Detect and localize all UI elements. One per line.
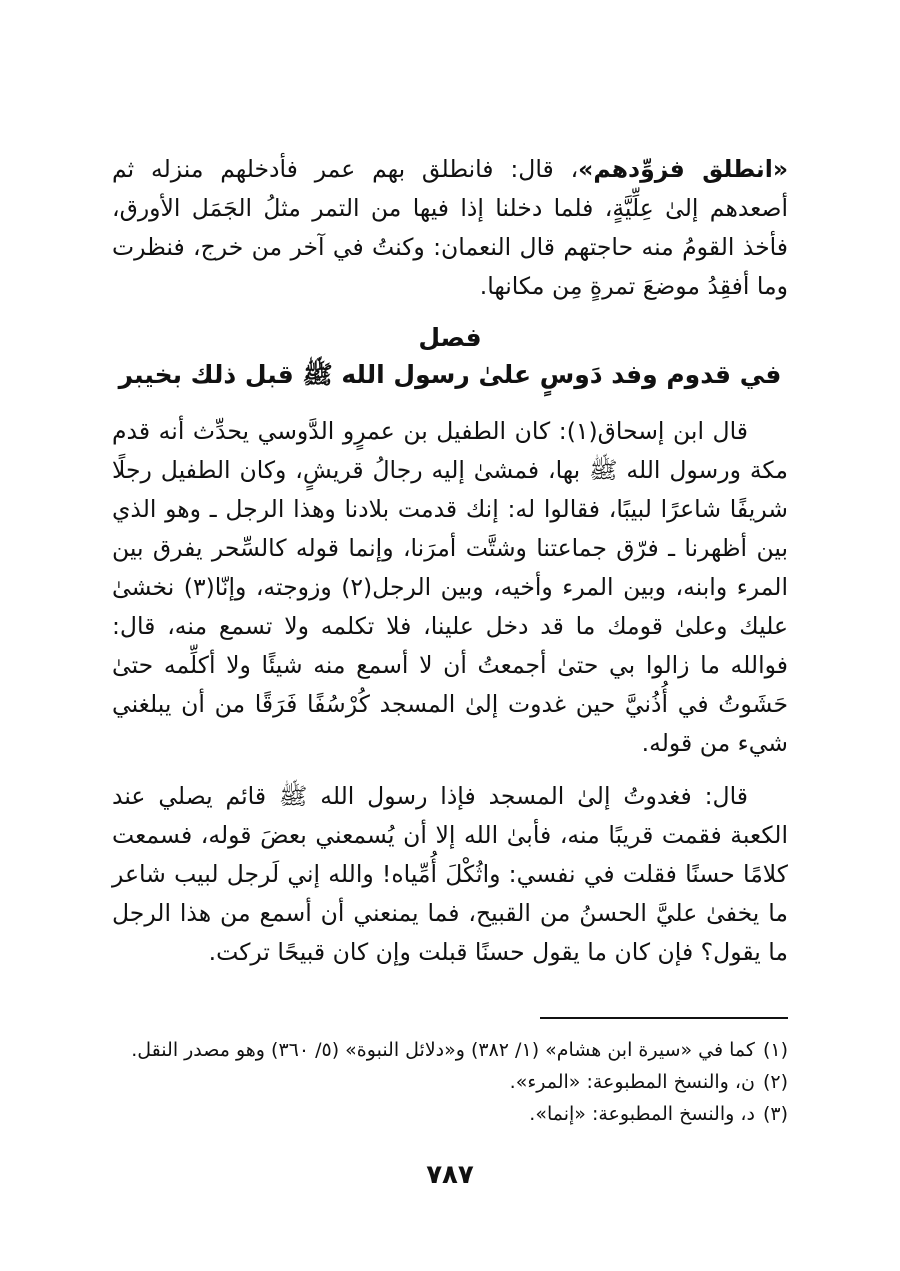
footnote-number: (٣)	[762, 1103, 788, 1125]
paragraph-1-text: ، قال: فانطلق بهم عمر فأدخلهم منزله ثم أصعدهم إلىٰ عِلِّيَّةٍ، فلما دخلنا إذا فيها من التمر مثلُ الجَمَل الأورق، فأخذ القومُ منه حاجتهم قال النعمان: وكنتُ في آخر من خرج، فنظرت وما أفقِدُ موضعَ تمرةٍ مِن مكانها.	[112, 155, 788, 300]
footnote-divider	[540, 1017, 788, 1019]
page-number: ٧٨٧	[426, 1160, 474, 1190]
section-title: فصل	[418, 323, 482, 352]
page-body	[112, 150, 788, 986]
paragraph-2	[112, 412, 788, 763]
footnote-text: كما في «سيرة ابن هشام» (١/ ٣٨٢) و«دلائل النبوة» (٥/ ٣٦٠) وهو مصدر النقل.	[131, 1039, 755, 1061]
footnote-text: ن، والنسخ المطبوعة: «المرء».	[509, 1071, 755, 1093]
paragraph-3	[112, 777, 788, 972]
footnote-text: د، والنسخ المطبوعة: «إنما».	[529, 1103, 755, 1125]
paragraph-3-text: قال: فغدوتُ إلىٰ المسجد فإذا رسول الله ﷺ قائم يصلي عند الكعبة فقمت قريبًا منه، فأبىٰ الله إلا أن يُسمعني بعضَ قوله، فسمعت كلامًا حسنًا فقلت في نفسي: واثُكْلَ أُمِّياه! والله إني لَرجل لبيب شاعر ما يخفىٰ عليَّ الحسنُ من القبيح، فما يمنعني أن أسمع من هذا الرجل ما يقول؟ فإن كان ما يقول حسنًا قبلت وإن كان قبيحًا تركت.	[112, 782, 788, 966]
footnote-number: (٢)	[762, 1071, 788, 1093]
footnote-2	[112, 1066, 788, 1098]
footnotes	[112, 1034, 788, 1130]
footnote-number: (١)	[762, 1039, 788, 1061]
paragraph-1	[112, 150, 788, 306]
paragraph-2-text: قال ابن إسحاق(١): كان الطفيل بن عمرٍو الدَّوسي يحدِّث أنه قدم مكة ورسول الله ﷺ بها، فمشىٰ إليه رجالُ قريشٍ، وكان الطفيل رجلًا شريفًا شاعرًا لبيبًا، فقالوا له: إنك قدمت بلادنا وهذا الرجل ـ وهو الذي بين أظهرنا ـ فرّق جماعتنا وشتَّت أمرَنا، وإنما قوله كالسِّحر يفرق بين المرء وابنه، وبين المرء وأخيه، وبين الرجل(٢) وزوجته، وإنّا(٣) نخشىٰ عليك وعلىٰ قومك ما قد دخل علينا، فلا تكلمه ولا تسمع منه، قال: فوالله ما زالوا بي حتىٰ أجمعتُ أن لا أسمع منه شيئًا ولا أكلِّمه حتىٰ حَشَوتُ في أُذُنيَّ حين غدوت إلىٰ المسجد كُرْسُفًا فَرَقًا من أن يبلغني شيء من قوله.	[112, 417, 788, 757]
footnote-1	[112, 1034, 788, 1066]
quoted-phrase: «انطلق فزوِّدهم»	[578, 155, 788, 183]
footnote-3	[112, 1098, 788, 1130]
section-subtitle: في قدوم وفد دَوسٍ علىٰ رسول الله ﷺ قبل ذلك بخيبر	[118, 360, 782, 389]
